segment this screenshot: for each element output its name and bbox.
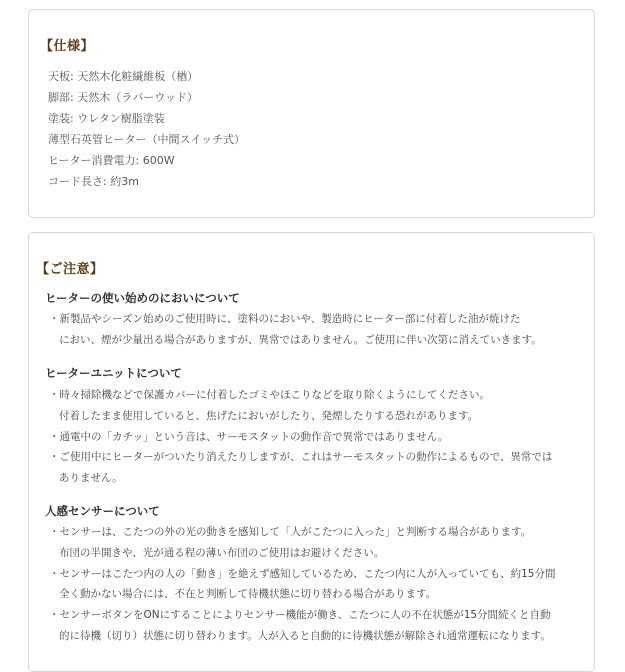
bullet-line: ・センサーはこたつ内の人の「動き」を絶えず感知しているため、こたつ内に人が入っていても、約15分間 <box>49 567 556 580</box>
bullet-line: ・センサーボタンをONにすることによりセンサー機能が働き、こたつに人の不在状態が15分間続くと自動 <box>49 609 551 622</box>
spec-item: 天板: 天然木化粧繊維板（楢） <box>48 70 199 83</box>
list-item <box>49 564 589 606</box>
bullet-line: ・ご使用中にヒーターがついたり消えたりしますが、これはサーモスタットの動作によるもので、異常では <box>49 451 553 464</box>
section-list-heater-unit <box>49 385 589 489</box>
spec-item: ヒーター消費電力: 600W <box>48 154 175 167</box>
spec-item: コード長さ: 約3m <box>48 175 139 188</box>
spec-panel <box>28 9 595 218</box>
notice-panel <box>28 232 595 672</box>
spec-item: 脚部: 天然木（ラバーウッド） <box>48 91 198 104</box>
list-item <box>49 427 589 448</box>
notice-heading: 【ご注意】 <box>36 262 104 277</box>
bullet-line: ・通電中の「カチッ」という音は、サーモスタットの動作音で異常ではありません。 <box>49 430 449 443</box>
spec-item: 塗装: ウレタン樹脂塗装 <box>48 112 165 125</box>
list-item <box>49 605 589 647</box>
spec-list <box>48 66 245 192</box>
bullet-line-cont: 的に待機（切り）状態に切り替わります。人が入ると自動的に待機状態が解除され通常運転になります。 <box>59 629 551 642</box>
section-list-motion-sensor <box>49 522 589 647</box>
bullet-line-cont: ありません。 <box>59 472 123 485</box>
bullet-line-cont: 布団の半開きや、光が通る程の薄い布団のご使用はお避けください。 <box>59 546 385 559</box>
section-title-heater-unit: ヒーターユニットについて <box>45 366 182 380</box>
bullet-line-cont: 付着したまま使用していると、焦げたにおいがしたり、発煙したりする恐れがあります。 <box>59 409 479 422</box>
bullet-line: ・時々掃除機などで保護カバーに付着したゴミやほこりなどを取り除くようにしてください。 <box>49 389 490 401</box>
section-title-heater-smell: ヒーターの使い始めのにおいについて <box>45 291 240 305</box>
list-item <box>49 447 589 489</box>
bullet-line: ・センサーは、こたつの外の光の動きを感知して「人がこたつに入った」と判断する場合があります。 <box>49 526 532 538</box>
spec-item: 薄型石英管ヒーター（中間スイッチ式） <box>48 133 246 146</box>
section-title-motion-sensor: 人感センサーについて <box>45 504 160 518</box>
list-item <box>49 309 589 351</box>
list-item <box>49 385 589 427</box>
bullet-line-cont: 全く動かない場合には、不在と判断して待機状態に切り替わる場合があります。 <box>59 588 437 601</box>
bullet-line: ・新製品やシーズン始めのご使用時に、塗料のにおいや、製造時にヒーター部に付着した油が焼けた <box>49 313 521 325</box>
spec-heading: 【仕様】 <box>40 39 95 54</box>
section-list-heater-smell <box>49 309 589 351</box>
list-item <box>49 522 589 564</box>
bullet-line-cont: におい、煙が少量出る場合がありますが、異常ではありません。ご使用に伴い次第に消えていきます。 <box>59 333 542 346</box>
